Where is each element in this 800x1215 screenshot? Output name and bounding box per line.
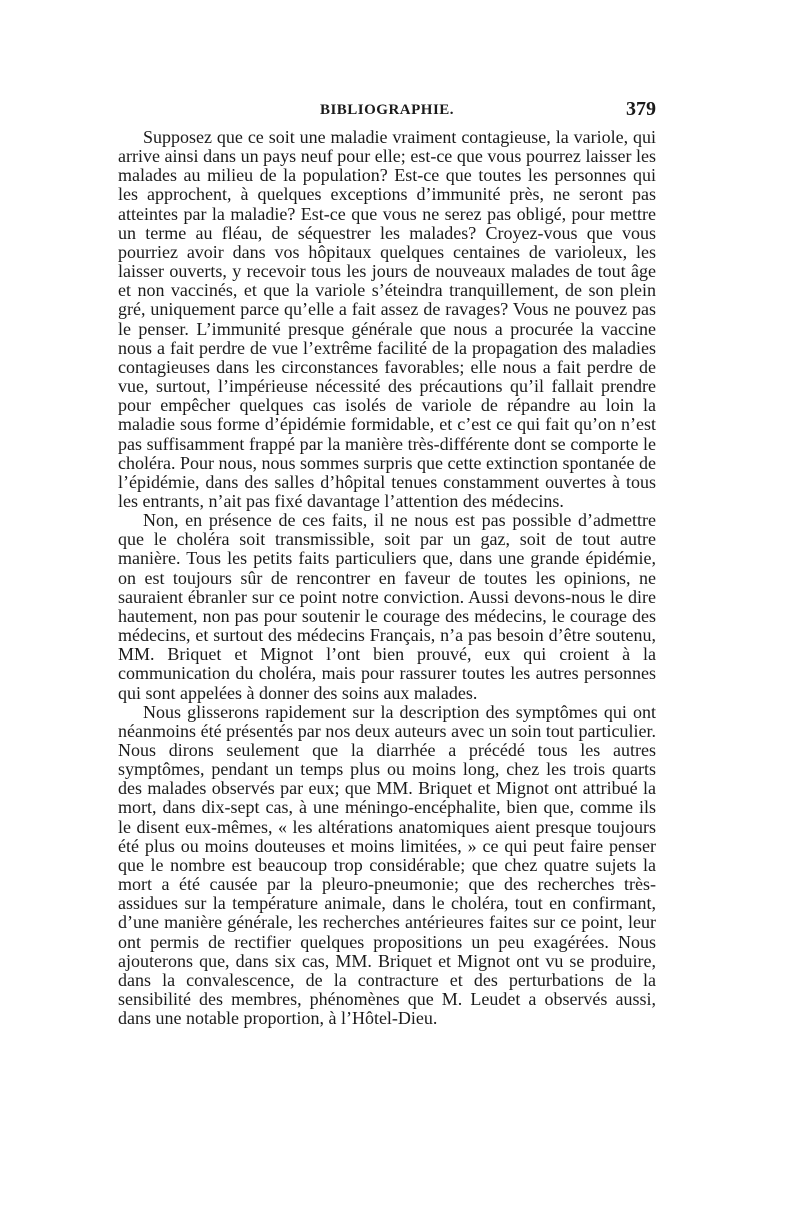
page-number: 379 <box>626 98 656 120</box>
paragraph: Nous glisserons rapidement sur la description des symptômes qui ont néanmoins été présentés par nos deux auteurs avec un soin tout particulier. Nous dirons seulement que la diarrhée a précédé tous les autres symptômes, pendant un temps plus ou moins long, chez les trois quarts des malades observés par eux; que MM. Briquet et Mignot ont attribué la mort, dans dix-sept cas, à une méningo-encéphalite, bien que, comme ils le disent eux-mêmes, « les altérations anatomiques aient presque toujours été plus ou moins douteuses et moins limitées, » ce qui peut faire penser que le nombre est beaucoup trop considérable; que chez quatre sujets la mort a été causée par la pleuro-pneumonie; que des recherches très-assidues sur la température animale, dans le choléra, tout en confirmant, d’une manière générale, les recherches antérieures faites sur ce point, leur ont permis de rectifier quelques propositions un peu exagérées. Nous ajouterons que, dans six cas, MM. Briquet et Mignot ont vu se produire, dans la convalescence, de la contracture et des perturbations de la sensibilité des membres, phénomènes que M. Leudet a observés aussi, dans une notable proportion, à l’Hôtel-Dieu. <box>118 701 656 1029</box>
paragraph: Supposez que ce soit une maladie vraiment contagieuse, la variole, qui arrive ainsi dans un pays neuf pour elle; est-ce que vous pourrez laisser les malades au milieu de la population? Est-ce que toutes les personnes qui les approchent, à quelques exceptions d’immunité près, ne seront pas atteintes par la maladie? Est-ce que vous ne serez pas obligé, pour mettre un terme au fléau, de séquestrer les malades? Croyez-vous que vous pourriez avoir dans vos hôpitaux quelques centaines de varioleux, les laisser ouverts, y recevoir tous les jours de nouveaux malades de tout âge et non vaccinés, et que la variole s’éteindra tranquillement, de son plein gré, uniquement parce qu’elle a fait assez de ravages? Vous ne pouvez pas le penser. L’immunité presque générale que nous a procurée la vaccine nous a fait perdre de vue l’extrême facilité de la propagation des maladies contagieuses dans les circonstances favorables; elle nous a fait perdre de vue, surtout, l’impérieuse nécessité des précautions qu’il fallait prendre pour empêcher quelques cas isolés de variole de répandre au loin la maladie sous forme d’épidémie formidable, et c’est ce qui fait qu’on n’est pas suffisamment frappé par la manière très-différente dont se comporte le choléra. Pour nous, nous sommes surpris que cette extinction spontanée de l’épidémie, dans des salles d’hôpital tenues constamment ouvertes à tous les entrants, n’ait pas fixé davantage l’attention des médecins. <box>118 127 656 511</box>
running-title: BIBLIOGRAPHIE. <box>319 102 455 118</box>
page-header <box>118 98 656 128</box>
body-text <box>118 128 656 1028</box>
paragraph: Non, en présence de ces faits, il ne nous est pas possible d’admettre que le choléra soit transmissible, soit par un gaz, soit de tout autre manière. Tous les petits faits particuliers que, dans une grande épidémie, on est toujours sûr de rencontrer en faveur de toutes les opinions, ne sauraient ébranler sur ce point notre conviction. Aussi devons-nous le dire hautement, non pas pour soutenir le courage des médecins, le courage des médecins, et surtout des médecins Français, n’a pas besoin d’être soutenu, MM. Briquet et Mignot l’ont bien prouvé, eux qui croient à la communication du choléra, mais pour rassurer toutes les autres personnes qui sont appelées à donner des soins aux malades. <box>118 510 656 703</box>
